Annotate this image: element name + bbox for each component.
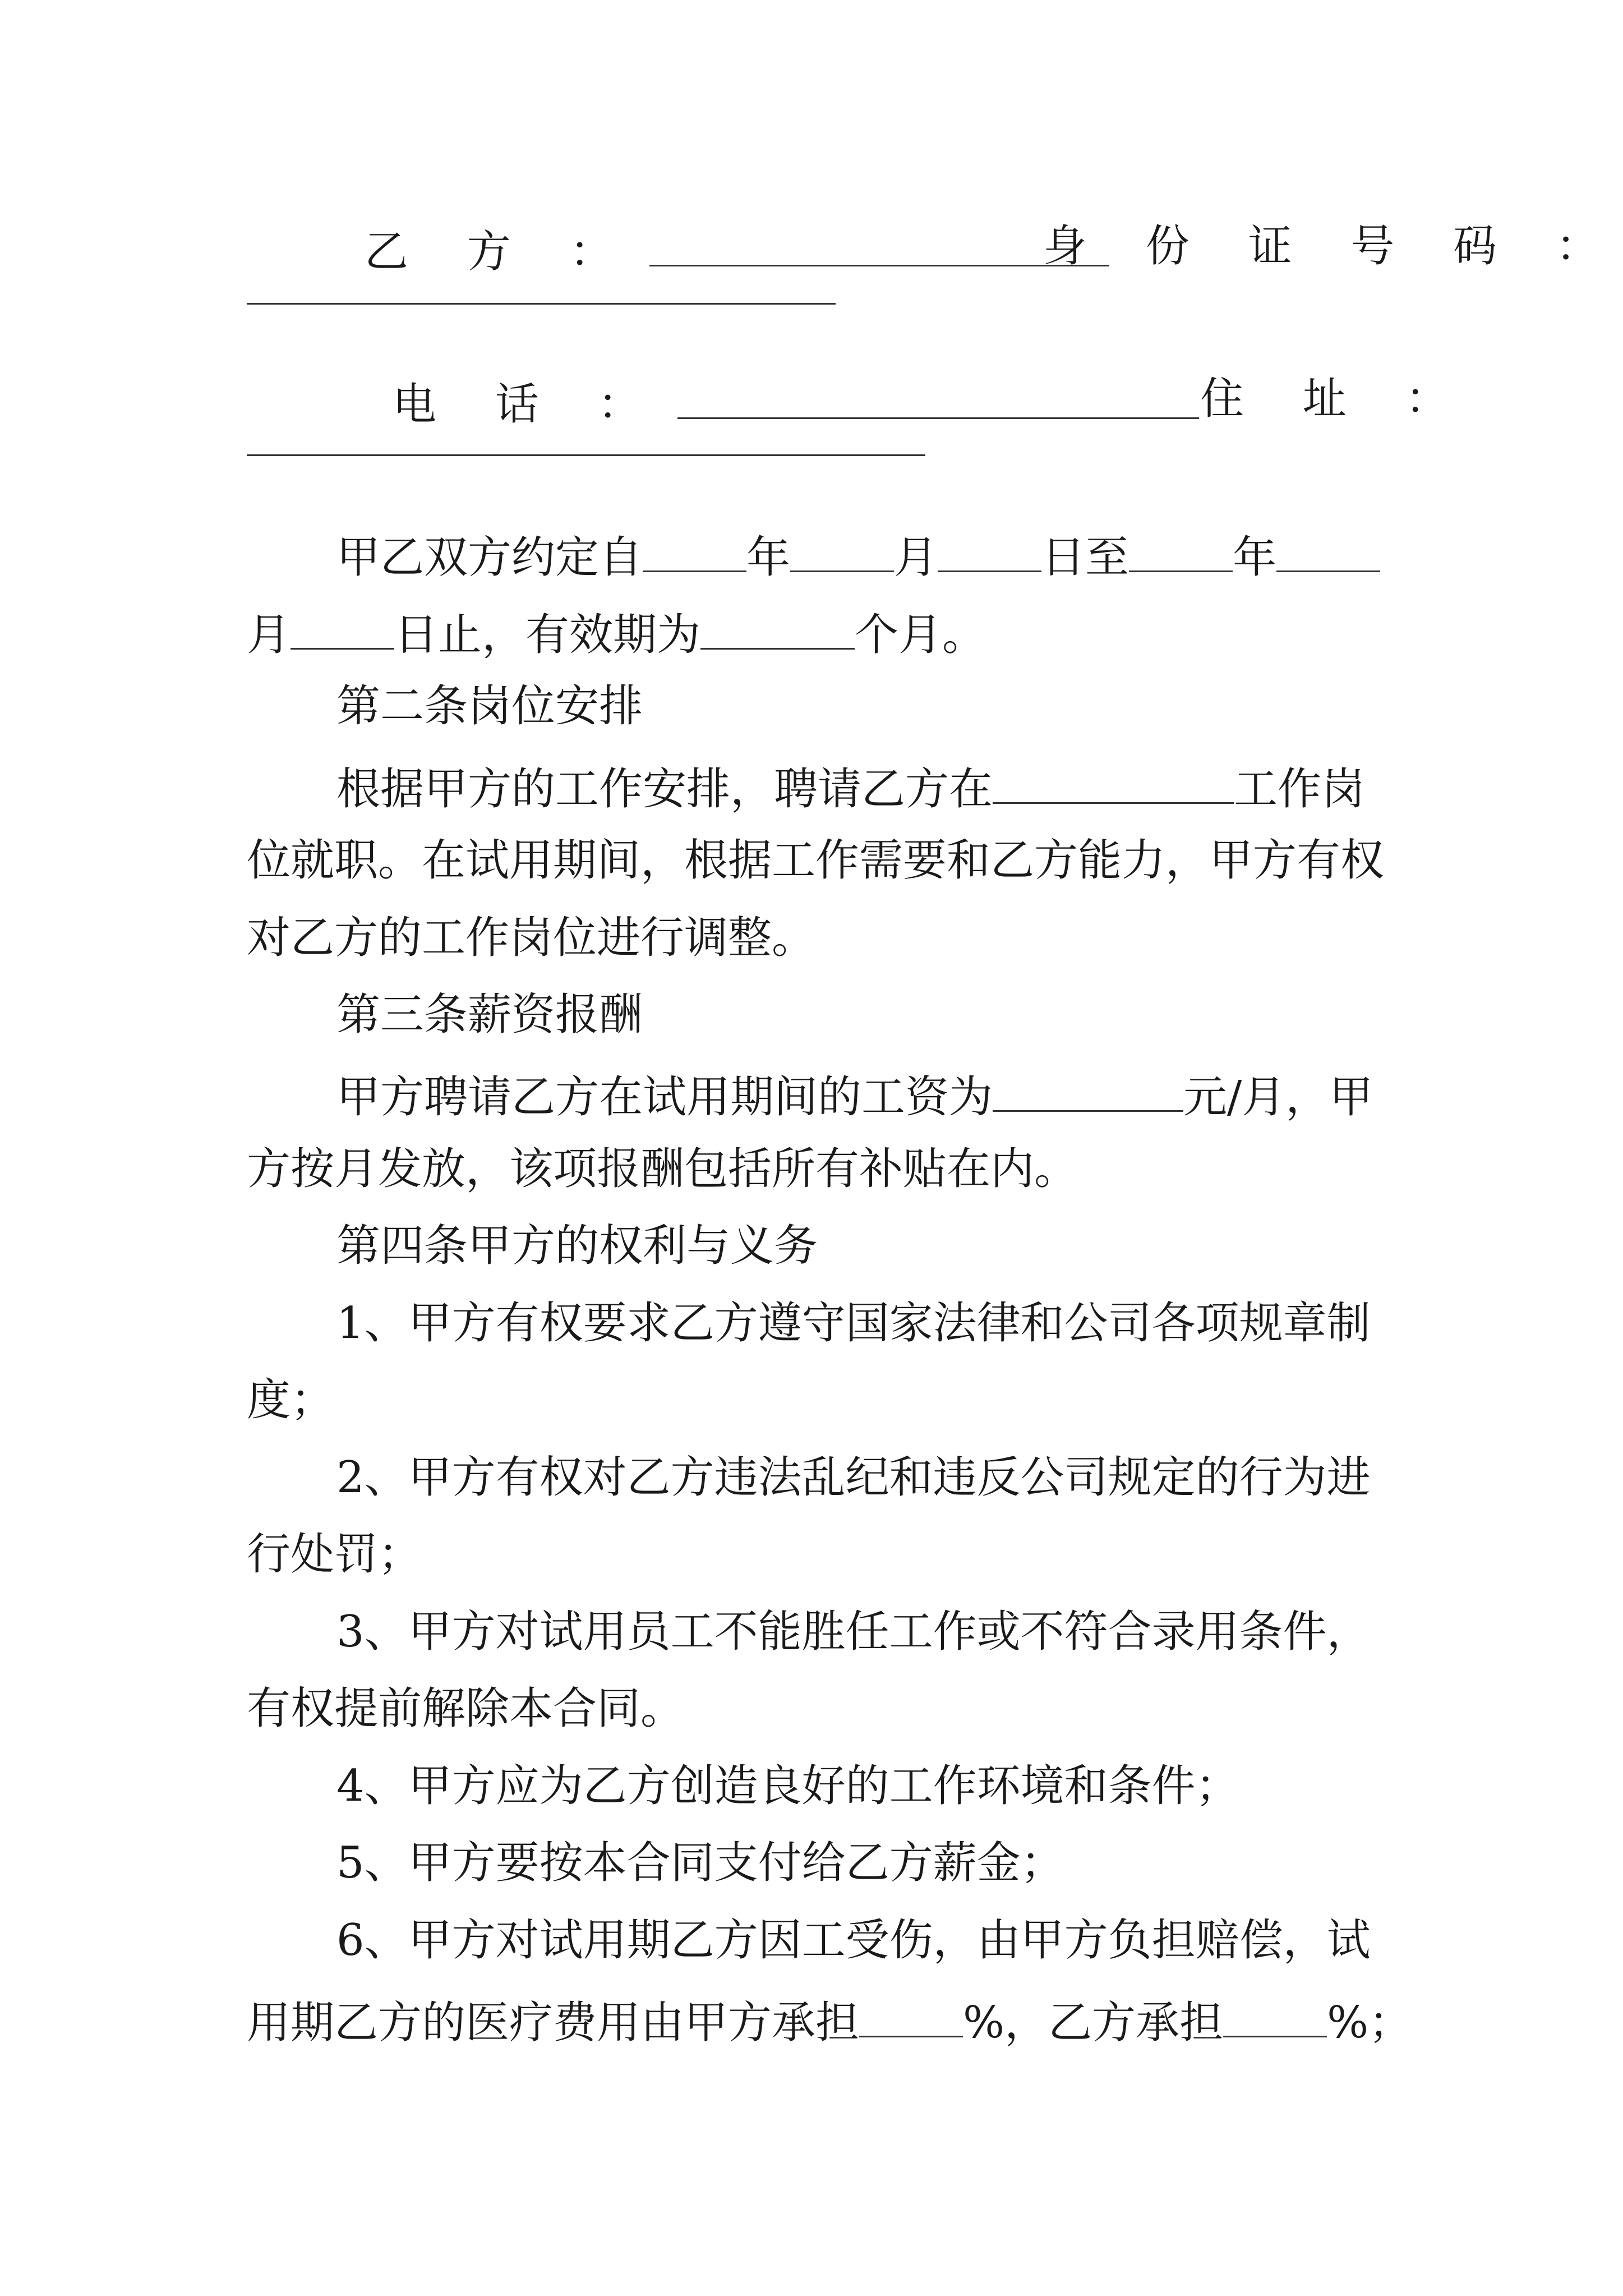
party-b-id-line xyxy=(1043,221,1622,272)
term-text-2: 年 xyxy=(746,532,791,583)
article-4-item-1-line-2: 度； xyxy=(247,1375,335,1425)
article-4-item-6-line-1: 6、甲方对试用期乙方因工受伤，由甲方负担赔偿，试 xyxy=(336,1915,1371,1966)
term-text-4: 日至 xyxy=(1041,532,1129,583)
term-text-3: 月 xyxy=(894,532,938,583)
position-blank[interactable] xyxy=(993,762,1234,804)
party-b-id-label: 身 份 证 号 码 ： xyxy=(1043,221,1622,272)
party-a-medical-percent-blank[interactable] xyxy=(859,1995,963,2037)
term-text-7: 日止，有效期为 xyxy=(394,610,701,660)
phone-blank[interactable] xyxy=(677,377,1199,419)
article-2-body-line-1 xyxy=(336,762,1366,815)
phone-label: 电 话 ： xyxy=(393,379,664,430)
article-4-item-3-line-2: 有权提前解除本合同。 xyxy=(247,1683,685,1734)
phone-line xyxy=(393,377,1199,430)
term-text-8: 个月。 xyxy=(855,610,986,660)
article-3-text-2: 元/月，甲 xyxy=(1183,1072,1373,1122)
duration-months-blank[interactable] xyxy=(700,608,855,650)
end-year-blank[interactable] xyxy=(1129,530,1233,572)
article-4-item-6-text-2: %，乙方承担 xyxy=(963,1998,1224,2048)
article-4-heading: 第四条甲方的权利与义务 xyxy=(336,1221,818,1271)
party-b-medical-percent-blank[interactable] xyxy=(1223,1995,1327,2037)
article-4-item-2-line-2: 行处罚； xyxy=(247,1529,422,1580)
party-b-name-blank[interactable] xyxy=(649,224,1109,266)
article-2-body-line-2: 位就职。在试用期间，根据工作需要和乙方能力，甲方有权 xyxy=(247,835,1385,886)
article-4-item-3-line-1: 3、甲方对试用员工不能胜任工作或不符合录用条件， xyxy=(336,1607,1371,1657)
article-4-item-6-text-1: 用期乙方的医疗费用由甲方承担 xyxy=(247,1998,860,2048)
address-blank[interactable] xyxy=(247,454,925,456)
article-2-text-2: 工作岗 xyxy=(1234,764,1366,815)
start-month-blank[interactable] xyxy=(790,530,894,572)
term-text-5: 年 xyxy=(1233,532,1277,583)
article-4-item-2-line-1: 2、甲方有权对乙方违法乱纪和违反公司规定的行为进 xyxy=(336,1452,1371,1503)
article-3-heading: 第三条薪资报酬 xyxy=(336,990,643,1040)
article-4-item-4: 4、甲方应为乙方创造良好的工作环境和条件； xyxy=(336,1761,1239,1811)
party-b-line xyxy=(365,224,1109,277)
salary-blank[interactable] xyxy=(993,1070,1183,1112)
article-4-item-6-line-2 xyxy=(247,1995,1413,2048)
party-b-label: 乙 方 ： xyxy=(365,227,636,277)
end-month-blank[interactable] xyxy=(1276,530,1380,572)
address-line xyxy=(1200,374,1472,424)
term-line-1 xyxy=(336,530,1380,583)
article-4-item-1-line-1: 1、甲方有权要求乙方遵守国家法律和公司各项规章制 xyxy=(336,1298,1371,1349)
start-day-blank[interactable] xyxy=(938,530,1041,572)
address-label: 住 址 ： xyxy=(1200,374,1472,424)
article-2-text-1: 根据甲方的工作安排，聘请乙方在 xyxy=(336,764,993,815)
party-b-id-blank[interactable] xyxy=(247,303,836,305)
article-2-heading: 第二条岗位安排 xyxy=(336,681,643,731)
term-text-1: 甲乙双方约定自 xyxy=(336,532,643,583)
article-3-body-line-1 xyxy=(336,1070,1373,1122)
article-4-item-5: 5、甲方要按本合同支付给乙方薪金； xyxy=(336,1838,1064,1888)
article-3-body-line-2: 方按月发放，该项报酬包括所有补贴在内。 xyxy=(247,1144,1078,1194)
term-line-2 xyxy=(247,608,986,660)
term-text-6: 月 xyxy=(247,610,291,660)
article-3-text-1: 甲方聘请乙方在试用期间的工资为 xyxy=(336,1072,993,1122)
end-day-blank[interactable] xyxy=(291,608,394,650)
article-2-body-line-3: 对乙方的工作岗位进行调整。 xyxy=(247,913,816,963)
start-year-blank[interactable] xyxy=(643,530,746,572)
article-4-item-6-text-3: %； xyxy=(1327,1998,1413,2048)
